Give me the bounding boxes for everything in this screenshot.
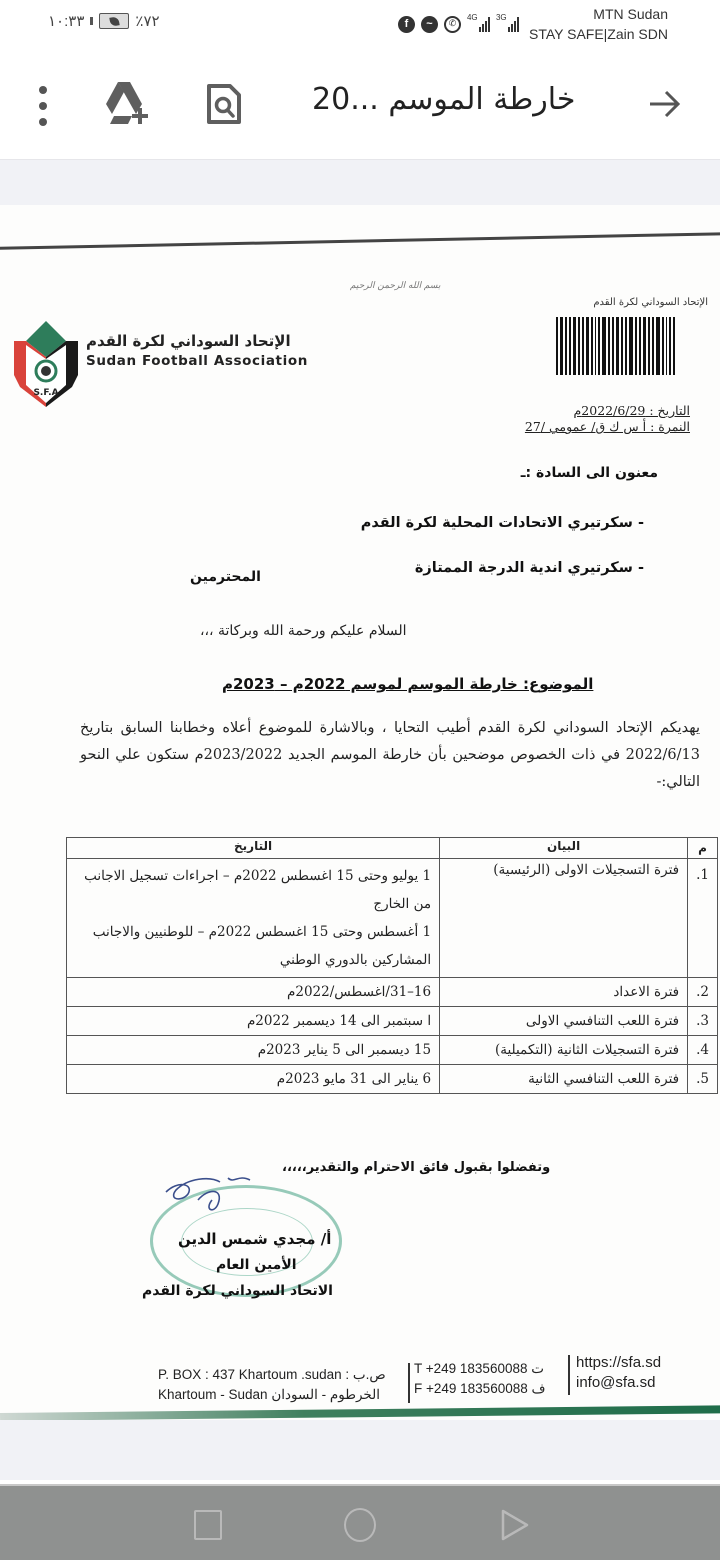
table-row bbox=[67, 859, 718, 978]
signal-4g-label: 4G bbox=[466, 13, 478, 22]
org-name-arabic: الإتحاد السوداني لكرة القدم bbox=[86, 332, 291, 350]
row-date: 16–31/اغسطس/2022م bbox=[67, 978, 440, 1007]
battery-icon bbox=[99, 13, 129, 29]
row-no: 5. bbox=[688, 1065, 718, 1094]
addressee-heading: معنون الى السادة :ـ bbox=[520, 465, 658, 481]
footer-pobox: P. BOX : 437 Khartoum .sudan : ص.ب bbox=[158, 1367, 386, 1382]
recipient-1: - سكرتيري الاتحادات المحلية لكرة القدم bbox=[360, 515, 644, 531]
basmala: بسم الله الرحمن الرحيم bbox=[350, 281, 441, 291]
row-date: 6 يناير الى 31 مايو 2023م bbox=[67, 1065, 440, 1094]
sfa-logo-icon bbox=[10, 319, 82, 411]
whatsapp-icon: ✆ bbox=[444, 16, 461, 33]
carrier-names bbox=[529, 4, 668, 44]
letter-page bbox=[0, 205, 720, 1420]
signal-3g-label: 3G bbox=[495, 13, 507, 22]
footer-web bbox=[576, 1353, 661, 1393]
barcode-label: الإتحاد السوداني لكرة القدم bbox=[593, 297, 708, 308]
row-date bbox=[67, 859, 440, 978]
status-bar bbox=[0, 0, 720, 56]
body-paragraph: يهديكم الإتحاد السوداني لكرة القدم أطيب التحايا ، وبالاشارة للموضوع أعلاه وخطابنا السابق بتاريخ 2022/6/13 في ذات الخصوص موضحين بأن خارطة الموسم الجديد 2023/2022م ستكون علي النحو التالي:- bbox=[80, 720, 700, 790]
facebook-icon: f bbox=[398, 16, 415, 33]
recents-icon[interactable] bbox=[194, 1510, 222, 1540]
barcode-icon bbox=[556, 317, 714, 375]
row-no: 1. bbox=[688, 859, 718, 978]
status-right bbox=[398, 4, 668, 44]
status-left bbox=[48, 12, 160, 30]
row-date-line: 1 أغسطس وحتى 15 اغسطس 2022م – للوطنيين والاجانب المشاركين بالدوري الوطني bbox=[92, 924, 432, 968]
signatory-name: أ/ مجدي شمس الدين bbox=[178, 1230, 332, 1248]
signal-3g-icon bbox=[495, 13, 519, 32]
row-no: 4. bbox=[688, 1036, 718, 1065]
footer-tel: T +249 183560088 ت bbox=[414, 1361, 544, 1376]
season-schedule-table bbox=[66, 837, 718, 1094]
row-statement: فترة الاعداد bbox=[440, 978, 688, 1007]
row-statement: فترة اللعب التنافسي الاولى bbox=[440, 1007, 688, 1036]
row-date: 15 ديسمبر الى 5 يناير 2023م bbox=[67, 1036, 440, 1065]
paper-fold-line bbox=[0, 232, 720, 250]
greeting: السلام عليكم ورحمة الله وبركاتة ،،، bbox=[200, 623, 407, 639]
header-date: التاريخ bbox=[67, 838, 440, 859]
table-row bbox=[67, 1007, 718, 1036]
messenger-icon: ~ bbox=[421, 16, 438, 33]
doc-search-icon[interactable] bbox=[206, 84, 242, 124]
back-icon[interactable] bbox=[500, 1508, 530, 1542]
battery-percent: ٪٧٢ bbox=[135, 13, 160, 30]
system-nav-bar bbox=[0, 1484, 720, 1560]
row-date-line: 1 يوليو وحتى 15 اغسطس 2022م – اجراءات تسجيل الاجانب من الخارج bbox=[84, 868, 432, 912]
footer-email: info@sfa.sd bbox=[576, 1374, 656, 1391]
footer-website: https://sfa.sd bbox=[576, 1354, 662, 1371]
recipient-2: - سكرتيري اندية الدرجة الممتازة bbox=[414, 560, 644, 576]
row-statement: فترة اللعب التنافسي الثانية bbox=[440, 1065, 688, 1094]
row-statement: فترة التسجيلات الثانية (التكميلية) bbox=[440, 1036, 688, 1065]
carrier-1: MTN Sudan bbox=[593, 6, 668, 22]
signal-4g-icon bbox=[466, 13, 490, 32]
org-name-english: Sudan Football Association bbox=[86, 353, 308, 369]
document-viewer[interactable] bbox=[0, 160, 720, 1480]
table-header-row bbox=[67, 838, 718, 859]
clock: ١٠:٣٣ bbox=[48, 13, 85, 30]
subject-line: الموضوع: خارطة الموسم لموسم 2022م – 2023م bbox=[222, 675, 594, 693]
footer-city: Khartoum - Sudan الخرطوم - السودان bbox=[158, 1387, 380, 1402]
footer-address bbox=[158, 1365, 386, 1405]
row-no: 3. bbox=[688, 1007, 718, 1036]
drive-add-icon[interactable] bbox=[104, 82, 152, 124]
document-title: خارطة الموسم ...20 bbox=[312, 82, 576, 117]
row-no: 2. bbox=[688, 978, 718, 1007]
carrier-2: STAY SAFE|Zain SDN bbox=[528, 26, 668, 42]
battery-tip bbox=[90, 17, 93, 25]
more-vert-icon[interactable] bbox=[36, 86, 50, 126]
battery-saver-leaf-icon bbox=[109, 16, 119, 26]
home-icon[interactable] bbox=[344, 1508, 376, 1542]
signature-icon bbox=[158, 1170, 258, 1230]
letter-footer bbox=[158, 1355, 698, 1401]
reference-block bbox=[525, 403, 690, 435]
row-statement: فترة التسجيلات الاولى (الرئيسية) bbox=[440, 859, 688, 978]
footer-phones bbox=[414, 1359, 545, 1399]
footer-divider bbox=[568, 1355, 570, 1395]
letter-number: النمرة : أ س ك ق/ عمومي /27 bbox=[524, 419, 690, 434]
forward-arrow-icon[interactable] bbox=[646, 86, 682, 122]
header-no: م bbox=[688, 838, 718, 859]
closing-line: وتفضلوا بقبول فائق الاحترام والتقدير،،،،، bbox=[282, 1160, 551, 1175]
table-row bbox=[67, 978, 718, 1007]
footer-green-band bbox=[0, 1405, 720, 1420]
svg-text:S.F.A: S.F.A bbox=[33, 388, 59, 398]
header-statement: البيان bbox=[440, 838, 688, 859]
app-bar bbox=[0, 56, 720, 160]
row-date: ا سبتمبر الى 14 ديسمبر 2022م bbox=[67, 1007, 440, 1036]
signatory-org: الاتحاد السوداني لكرة القدم bbox=[142, 1283, 333, 1299]
respected-label: المحترمين bbox=[190, 569, 261, 585]
table-row bbox=[67, 1065, 718, 1094]
footer-fax: F +249 183560088 ف bbox=[414, 1381, 546, 1396]
signatory-title: الأمين العام bbox=[216, 1257, 297, 1273]
table-row bbox=[67, 1036, 718, 1065]
footer-divider bbox=[408, 1363, 410, 1403]
letter-date: التاريخ : 2022/6/29م bbox=[573, 403, 690, 418]
